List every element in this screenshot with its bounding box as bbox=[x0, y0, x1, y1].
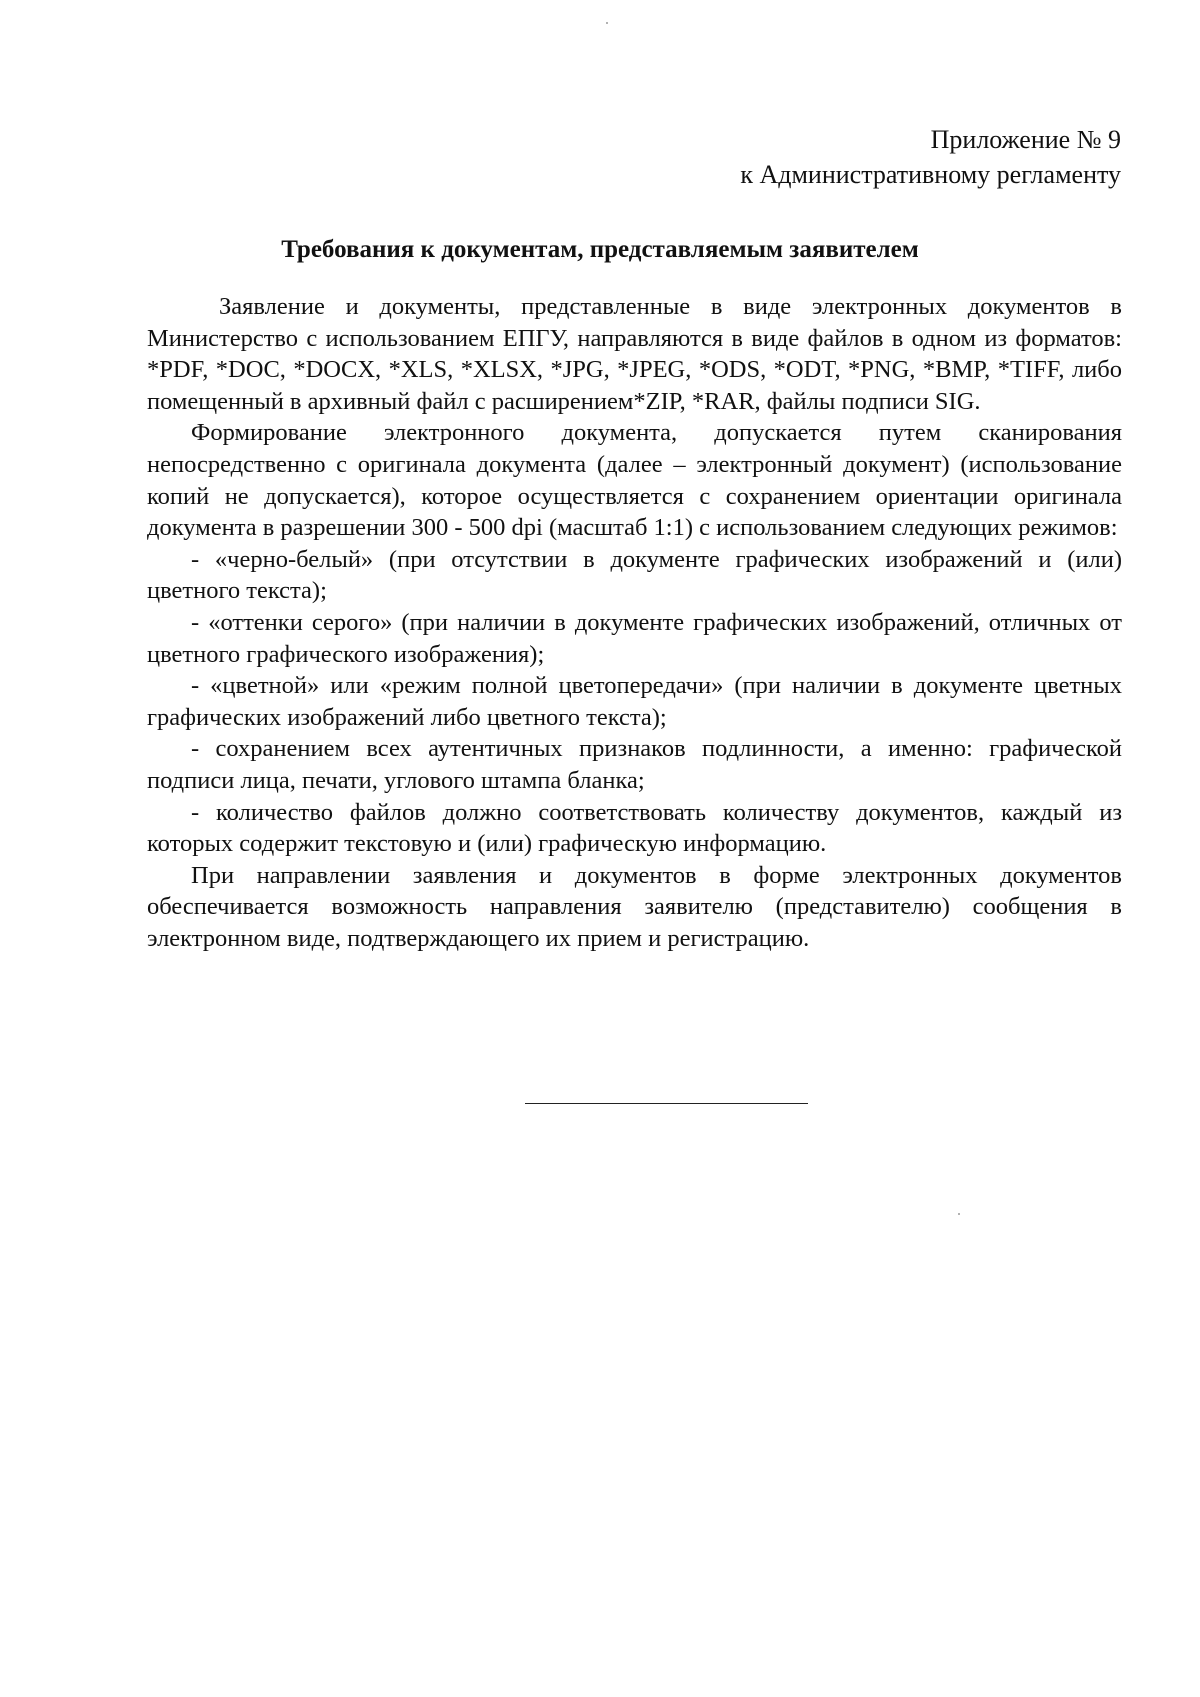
document-body bbox=[147, 291, 1122, 954]
paragraph-scanning: Формирование электронного документа, допускается путем сканирования непосредственно с оригинала документа (далее – электронный документ) (использование копий не допускается), которое осуществляется с сохранением ориентации оригинала документа в разрешении 300 - 500 dpi (масштаб 1:1) с использованием следующих режимов: bbox=[147, 419, 1122, 542]
paragraph-file-formats: Заявление и документы, представленные в виде электронных документов в Министерство с использованием ЕПГУ, направляются в виде файлов в одном из форматов: *PDF, *DOC, *DOCX, *XLS, *XLSX, *JPG, *JPEG, *ODS, *ODT, *PNG, *BMP, *TIFF, либо помещенный в архивный файл с расширением*ZIP, *RAR, файлы подписи SIG. bbox=[147, 293, 1122, 415]
list-item-grayscale: - «оттенки серого» (при наличии в документе графических изображений, отличных от цветного графического изображения); bbox=[147, 608, 1122, 668]
document-title: Требования к документам, представляемым заявителем bbox=[281, 236, 919, 263]
list-item-file-count: - количество файлов должно соответствовать количеству документов, каждый из которых содержит текстовую и (или) графическую информацию. bbox=[147, 798, 1122, 858]
list-item-color: - «цветной» или «режим полной цветопередачи» (при наличии в документе цветных графических изображений либо цветного текста); bbox=[147, 672, 1122, 731]
annex-reference: к Административному регламенту bbox=[740, 160, 1121, 189]
annex-number: Приложение № 9 bbox=[930, 125, 1121, 154]
list-item-authenticity: - сохранением всех аутентичных признаков подлинности, а именно: графической подписи лица, печати, углового штампа бланка; bbox=[147, 735, 1122, 794]
end-separator-line bbox=[525, 1103, 808, 1104]
paragraph-confirmation: При направлении заявления и документов в форме электронных документов обеспечивается возможность направления заявителю (представителю) сообщения в электронном виде, подтверждающего их прием и регистрацию. bbox=[147, 861, 1122, 952]
scan-speck bbox=[958, 1213, 960, 1215]
annex-heading bbox=[740, 122, 1121, 192]
scan-speck bbox=[606, 22, 608, 24]
list-item-black-white: - «черно-белый» (при отсутствии в документе графических изображений и (или) цветного текста); bbox=[147, 545, 1122, 605]
